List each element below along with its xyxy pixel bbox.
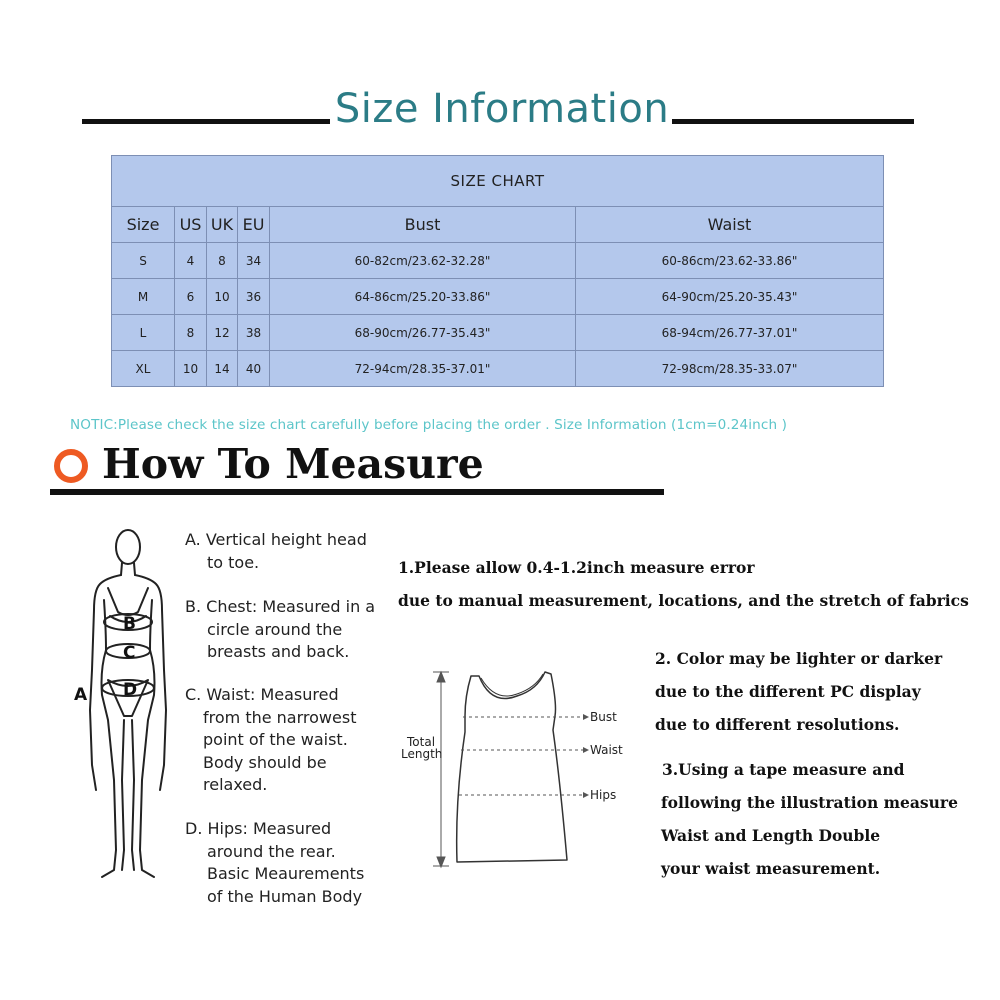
- table-cell: 14: [207, 351, 238, 387]
- dress-label-total-1: Total: [407, 735, 436, 749]
- title-rule-left: [82, 119, 330, 124]
- table-cell: 10: [175, 351, 207, 387]
- step-text: relaxed.: [203, 775, 268, 794]
- dress-label-hips: Hips: [590, 788, 617, 802]
- column-header: UK: [207, 207, 238, 243]
- table-header-row: [112, 207, 884, 243]
- note-1-line-2: due to manual measurement, locations, and the stretch of fabrics: [398, 591, 969, 610]
- column-header: US: [175, 207, 207, 243]
- table-cell: 8: [207, 243, 238, 279]
- body-label-c: C: [123, 643, 136, 663]
- table-cell: S: [112, 243, 175, 279]
- orange-ring-icon: [54, 449, 88, 483]
- page-title: Size Information: [334, 86, 670, 132]
- table-cell: 60-82cm/23.62-32.28": [270, 243, 576, 279]
- table-row: [112, 243, 884, 279]
- step-d: [185, 818, 364, 908]
- table-cell: M: [112, 279, 175, 315]
- body-label-d: D: [123, 680, 138, 700]
- column-header: EU: [238, 207, 270, 243]
- body-label-a: A: [74, 685, 88, 705]
- step-text: D. Hips: Measured: [185, 819, 332, 838]
- note-2-line-3: due to different resolutions.: [655, 715, 900, 734]
- table-cell: L: [112, 315, 175, 351]
- step-text: of the Human Body: [207, 886, 363, 906]
- table-cell: 4: [175, 243, 207, 279]
- step-text: to toe.: [207, 552, 260, 572]
- step-text: Basic Meaurements: [207, 864, 365, 883]
- step-b: [185, 596, 375, 664]
- table-cell: 12: [207, 315, 238, 351]
- column-header: Bust: [270, 207, 576, 243]
- dress-label-total-2: Length: [401, 747, 443, 761]
- table-cell: 64-90cm/25.20-35.43": [576, 279, 884, 315]
- body-outline-figure: [70, 520, 180, 890]
- column-header: Waist: [576, 207, 884, 243]
- step-text: C. Waist: Measured: [185, 685, 339, 704]
- table-cell: 34: [238, 243, 270, 279]
- table-cell: 6: [175, 279, 207, 315]
- note-3-line-3: Waist and Length Double: [661, 826, 881, 845]
- step-a: [185, 529, 367, 574]
- table-cell: 68-90cm/26.77-35.43": [270, 315, 576, 351]
- table-cell: 72-94cm/28.35-37.01": [270, 351, 576, 387]
- table-row: [112, 279, 884, 315]
- note-1-line-1: 1.Please allow 0.4-1.2inch measure error: [398, 558, 755, 577]
- table-cell: 8: [175, 315, 207, 351]
- note-3-line-1: 3.Using a tape measure and: [662, 760, 905, 779]
- table-row: [112, 351, 884, 387]
- step-text: A. Vertical height head: [185, 530, 367, 549]
- table-cell: 38: [238, 315, 270, 351]
- step-text: from the narrowest: [203, 707, 357, 727]
- table-cell: XL: [112, 351, 175, 387]
- table-cell: 10: [207, 279, 238, 315]
- step-c: [185, 684, 356, 797]
- step-text: Body should be: [203, 752, 327, 772]
- table-cell: 36: [238, 279, 270, 315]
- step-text: around the rear.: [207, 841, 336, 861]
- size-chart-title: SIZE CHART: [112, 156, 884, 207]
- step-text: point of the waist.: [203, 730, 348, 749]
- note-2-line-2: due to the different PC display: [655, 682, 921, 701]
- table-cell: 60-86cm/23.62-33.86": [576, 243, 884, 279]
- step-text: circle around the: [207, 619, 343, 639]
- column-header: Size: [112, 207, 175, 243]
- step-text: breasts and back.: [207, 642, 350, 661]
- title-rule-right: [672, 119, 914, 124]
- note-3-line-4: your waist measurement.: [661, 859, 881, 878]
- body-label-b: B: [123, 614, 136, 634]
- table-cell: 64-86cm/25.20-33.86": [270, 279, 576, 315]
- dress-diagram: [395, 660, 645, 875]
- note-3-line-2: following the illustration measure: [661, 793, 958, 812]
- how-to-measure-title: How To Measure: [102, 440, 484, 488]
- size-chart-table: [111, 155, 884, 387]
- dress-label-waist: Waist: [590, 743, 623, 757]
- dress-label-bust: Bust: [590, 710, 617, 724]
- how-to-measure-rule: [50, 489, 664, 495]
- note-2-line-1: 2. Color may be lighter or darker: [655, 649, 943, 668]
- table-cell: 72-98cm/28.35-33.07": [576, 351, 884, 387]
- size-notice: NOTIC:Please check the size chart carefully before placing the order . Size Information (1cm=0.24inch ): [70, 417, 787, 433]
- table-cell: 68-94cm/26.77-37.01": [576, 315, 884, 351]
- table-cell: 40: [238, 351, 270, 387]
- table-row: [112, 315, 884, 351]
- step-text: B. Chest: Measured in a: [185, 597, 376, 616]
